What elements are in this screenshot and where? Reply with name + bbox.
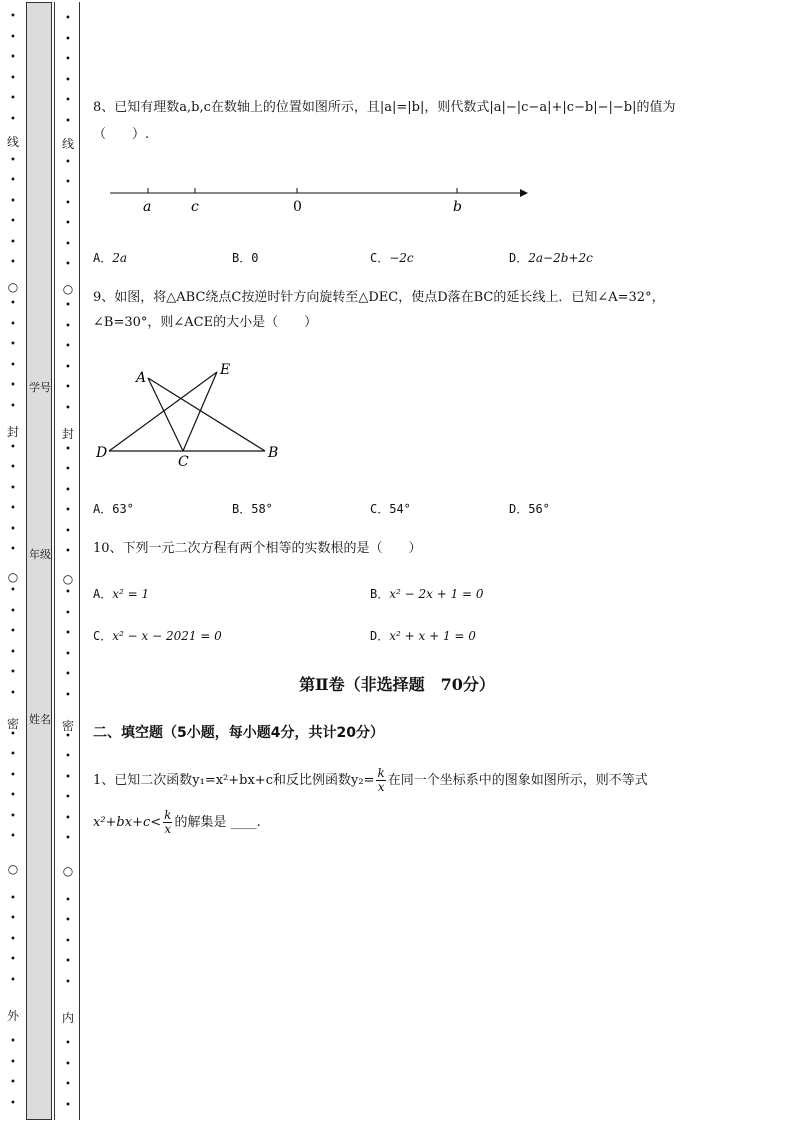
number-line-figure xyxy=(100,178,540,218)
fraction-k-over-x: $\frac{k}{x}$ xyxy=(377,766,385,794)
q8-option-a[interactable]: A．2a xyxy=(93,251,128,265)
binding-dot: • xyxy=(10,360,16,371)
binding-circle-icon: ○ xyxy=(62,864,74,878)
binding-dot: • xyxy=(65,649,71,660)
seal-line-char: 外 xyxy=(6,1009,19,1023)
binding-dot: • xyxy=(65,157,71,168)
binding-dot: • xyxy=(65,977,71,988)
binding-circle-icon: ○ xyxy=(62,572,74,586)
binding-circle-icon: ○ xyxy=(7,862,19,876)
q9-option-d[interactable]: D．56° xyxy=(509,502,550,516)
binding-dot: • xyxy=(65,608,71,619)
binding-dot: • xyxy=(10,73,16,84)
binding-dot: • xyxy=(10,954,16,965)
binding-dot: • xyxy=(10,93,16,104)
binding-dot: • xyxy=(65,239,71,250)
binding-dot: • xyxy=(65,546,71,557)
q8-option-c[interactable]: C．−2c xyxy=(370,251,414,265)
binding-dot: • xyxy=(65,198,71,209)
question-8-stem: 8、已知有理数a,b,c在数轴上的位置如图所示，且|a|=|b|，则代数式|a|−|c−a|+|c−b|−|−b|的值为 xyxy=(93,100,676,115)
binding-dot: • xyxy=(10,585,16,596)
binding-margin-inner xyxy=(54,2,80,1120)
fill-q1-inequality: x²+bx+c< xyxy=(93,815,162,830)
point-A-label: A xyxy=(136,370,147,386)
binding-dot: • xyxy=(10,503,16,514)
binding-dot: • xyxy=(10,688,16,699)
binding-dot: • xyxy=(65,95,71,106)
binding-dot: • xyxy=(10,647,16,658)
binding-circle-icon: ○ xyxy=(7,570,19,584)
binding-dot: • xyxy=(65,403,71,414)
binding-dot: • xyxy=(10,401,16,412)
binding-dot: • xyxy=(10,32,16,43)
label-b: b xyxy=(453,199,462,215)
point-B-label: B xyxy=(268,445,279,461)
q10-option-c[interactable]: C．x² − x − 2021 = 0 xyxy=(93,629,222,643)
q9-option-b[interactable]: B．58° xyxy=(232,502,273,516)
grade-label: 年级 xyxy=(29,548,51,561)
binding-dot: • xyxy=(65,177,71,188)
binding-dot: • xyxy=(65,956,71,967)
point-E-label: E xyxy=(220,362,231,378)
binding-dot: • xyxy=(65,1059,71,1070)
binding-dot: • xyxy=(10,544,16,555)
binding-dot: • xyxy=(10,175,16,186)
fraction-k-over-x-2: $\frac{k}{x}$ xyxy=(164,808,172,836)
binding-dot: • xyxy=(65,75,71,86)
binding-dot: • xyxy=(65,895,71,906)
fill-q1-text-a: 1、已知二次函数y₁=x²+bx+c和反比例函数y₂= xyxy=(93,773,375,788)
binding-dot: • xyxy=(10,749,16,760)
binding-dot: • xyxy=(65,526,71,537)
binding-dot: • xyxy=(10,667,16,678)
point-D-label: D xyxy=(96,445,108,461)
binding-dot: • xyxy=(65,833,71,844)
binding-dot: • xyxy=(65,300,71,311)
binding-dot: • xyxy=(10,52,16,63)
binding-dot: • xyxy=(10,114,16,125)
seal-line-char: 线 xyxy=(61,137,74,151)
q10-option-a[interactable]: A．x² = 1 xyxy=(93,587,150,601)
binding-dot: • xyxy=(65,1079,71,1090)
binding-dot: • xyxy=(10,11,16,22)
binding-dot: • xyxy=(10,729,16,740)
binding-dot: • xyxy=(10,319,16,330)
binding-dot: • xyxy=(10,893,16,904)
binding-dot: • xyxy=(10,1098,16,1109)
binding-dot: • xyxy=(65,1038,71,1049)
q9-option-c[interactable]: C．54° xyxy=(370,502,411,516)
binding-circle-icon: ○ xyxy=(7,280,19,294)
binding-dot: • xyxy=(10,934,16,945)
binding-dot: • xyxy=(65,792,71,803)
binding-dot: • xyxy=(65,505,71,516)
label-zero: 0 xyxy=(293,199,302,215)
seal-line-char: 封 xyxy=(61,427,74,441)
binding-dot: • xyxy=(65,116,71,127)
binding-circle-icon: ○ xyxy=(62,282,74,296)
binding-dot: • xyxy=(65,628,71,639)
binding-dot: • xyxy=(65,34,71,45)
binding-dot: • xyxy=(65,772,71,783)
q9-option-a[interactable]: A．63° xyxy=(93,502,134,516)
binding-dot: • xyxy=(10,1057,16,1068)
fill-question-1-line2 xyxy=(93,808,261,838)
seal-line-char: 密 xyxy=(61,719,74,733)
binding-dot: • xyxy=(10,626,16,637)
binding-dot: • xyxy=(10,975,16,986)
binding-dot: • xyxy=(10,339,16,350)
binding-dot: • xyxy=(65,915,71,926)
question-8-paren: （ ）. xyxy=(93,127,150,142)
fill-in-section-title: 二、填空题（5小题，每小题4分，共计20分） xyxy=(93,725,384,741)
binding-dot: • xyxy=(65,813,71,824)
fill-q1-answer-blank: 的解集是 ____. xyxy=(174,815,261,830)
binding-dot: • xyxy=(10,442,16,453)
binding-dot: • xyxy=(10,257,16,268)
binding-margin-outer xyxy=(0,0,26,1123)
q8-option-b[interactable]: B．0 xyxy=(232,251,259,265)
binding-dot: • xyxy=(65,464,71,475)
seal-line-char: 线 xyxy=(6,135,19,149)
binding-dot: • xyxy=(10,298,16,309)
binding-dot: • xyxy=(65,485,71,496)
fill-question-1-line1 xyxy=(93,766,648,796)
label-a: a xyxy=(143,199,152,215)
binding-info-strip xyxy=(26,2,52,1120)
binding-dot: • xyxy=(65,936,71,947)
name-label: 姓名 xyxy=(29,713,51,726)
binding-dot: • xyxy=(65,13,71,24)
binding-dot: • xyxy=(10,1077,16,1088)
binding-dot: • xyxy=(65,1100,71,1111)
seal-line-char: 密 xyxy=(6,717,19,731)
binding-dot: • xyxy=(10,462,16,473)
binding-dot: • xyxy=(65,54,71,65)
binding-dot: • xyxy=(10,790,16,801)
binding-dot: • xyxy=(65,218,71,229)
number-line-arrow xyxy=(520,189,528,197)
binding-dot: • xyxy=(10,237,16,248)
binding-dot: • xyxy=(10,770,16,781)
q10-option-d[interactable]: D．x² + x + 1 = 0 xyxy=(370,629,476,643)
binding-dot: • xyxy=(10,483,16,494)
binding-dot: • xyxy=(10,196,16,207)
part-2-heading: 第Ⅱ卷（非选择题 70分） xyxy=(299,675,495,694)
binding-dot: • xyxy=(65,382,71,393)
binding-dot: • xyxy=(10,155,16,166)
question-9-stem-line1: 9、如图，将△ABC绕点C按逆时针方向旋转至△DEC，使点D落在BC的延长线上．已知∠A=32°， xyxy=(93,290,665,305)
question-9-stem-line2: ∠B=30°，则∠ACE的大小是（ ） xyxy=(93,315,318,330)
binding-dot: • xyxy=(65,731,71,742)
binding-dot: • xyxy=(10,831,16,842)
question-10-stem: 10、下列一元二次方程有两个相等的实数根的是（ ） xyxy=(93,541,422,556)
binding-dot: • xyxy=(65,587,71,598)
binding-dot: • xyxy=(10,913,16,924)
binding-dot: • xyxy=(65,341,71,352)
binding-dot: • xyxy=(65,444,71,455)
binding-dot: • xyxy=(65,362,71,373)
binding-dot: • xyxy=(65,751,71,762)
seal-line-char: 封 xyxy=(6,425,19,439)
binding-dot: • xyxy=(10,811,16,822)
binding-dot: • xyxy=(10,606,16,617)
student-id-label: 学号 xyxy=(29,381,51,394)
triangle-rotation-figure xyxy=(92,360,292,470)
binding-dot: • xyxy=(10,216,16,227)
q8-option-d[interactable]: D．2a−2b+2c xyxy=(509,251,593,265)
point-C-label: C xyxy=(178,454,189,470)
binding-dot: • xyxy=(65,259,71,270)
binding-dot: • xyxy=(10,524,16,535)
binding-dot: • xyxy=(65,321,71,332)
label-c: c xyxy=(191,199,199,215)
fill-q1-text-b: 在同一个坐标系中的图象如图所示，则不等式 xyxy=(387,773,648,788)
binding-dot: • xyxy=(65,690,71,701)
binding-dot: • xyxy=(10,380,16,391)
binding-dot: • xyxy=(10,1036,16,1047)
seal-line-char: 内 xyxy=(61,1011,74,1025)
q10-option-b[interactable]: B．x² − 2x + 1 = 0 xyxy=(370,587,484,601)
binding-dot: • xyxy=(65,669,71,680)
